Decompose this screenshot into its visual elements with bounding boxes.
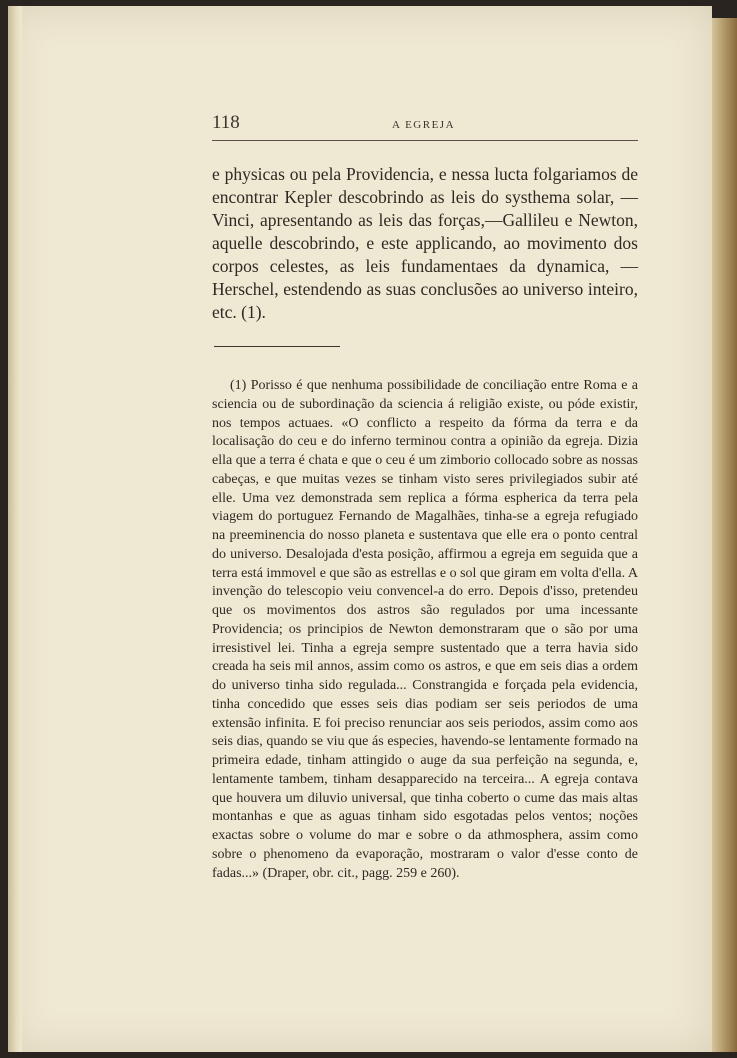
footnote [212, 377, 638, 883]
main-text [212, 163, 638, 324]
page-header [212, 112, 638, 141]
footnote-separator [214, 346, 340, 347]
body-paragraph: e physicas ou pela Providencia, e nessa lucta folgariamos de encontrar Kepler descobrindo as leis do systhema solar, —Vinci, apresentando as leis das forças,—Gallileu e Newton, aquelle descobrindo, e este applicando, ao movimento dos corpos celestes, as leis fundamentaes da dynamica, —Herschel, estendendo as suas conclusões ao universo inteiro, etc. (1). [212, 164, 638, 322]
running-title: A EGREJA [392, 119, 456, 131]
page-number: 118 [212, 112, 240, 133]
page-gutter-edge [8, 6, 22, 1052]
footnote-paragraph: (1) Porisso é que nenhuma possibilidade de conciliação entre Roma e a sciencia ou de subordinação da sciencia á religião existe, ou póde existir, nos tempos actuaes. «O conflicto a respeito da fórma da terra e da localisação do ceu e do inferno terminou contra a opinião da egreja. Dizia ella que a terra é chata e que o ceu é um zimborio collocado sobre as nossas cabeças, e que muitas vezes se tinham visto seres privilegiados subir até elle. Uma vez demonstrada sem replica a fórma espherica da terra pela viagem do portuguez Fernando de Magalhães, tinha-se a egreja refugiado na preeminencia do nosso planeta e sustentava que elle era o ponto central do universo. Desalojada d'esta posição, affirmou a egreja em seguida que a terra está immovel e que são as estrellas e o sol que giram em volta d'ella. A invenção do telescopio veiu convencel-a do erro. Depois d'isso, pretendeu que os movimentos dos astros são regulados por uma incessante Providencia; os principios de Newton demonstraram que o são por uma irresistivel lei. Tinha a egreja sempre sustentado que a terra havia sido creada ha seis mil annos, assim como os astros, e que em seis dias a ordem do universo tinha sido regulada... Constrangida e forçada pela evidencia, tinha concedido que esses seis dias podiam ser seis periodos de uma extensão infinita. E foi preciso renunciar aos seis periodos, assim como aos seis dias, quando se viu que ás especies, havendo-se lentamente formado na primeira edade, tinham attingido o auge da sua perfeição na segunda, e, lentamente tambem, tinham desapparecido na terceira... A egreja contava que houvera um diluvio universal, que tinha coberto o cume das mais altas montanhas e que as aguas tinham sido esgotadas pelos ventos; noções exactas sobre o volume do mar e sobre o da athmosphera, assim como sobre o phenomeno da evaporação, mostraram o valor d'esse conto de fadas...» (Draper, obr. cit., pagg. 259 e 260). [212, 378, 638, 881]
book-fore-edge [712, 18, 737, 1052]
